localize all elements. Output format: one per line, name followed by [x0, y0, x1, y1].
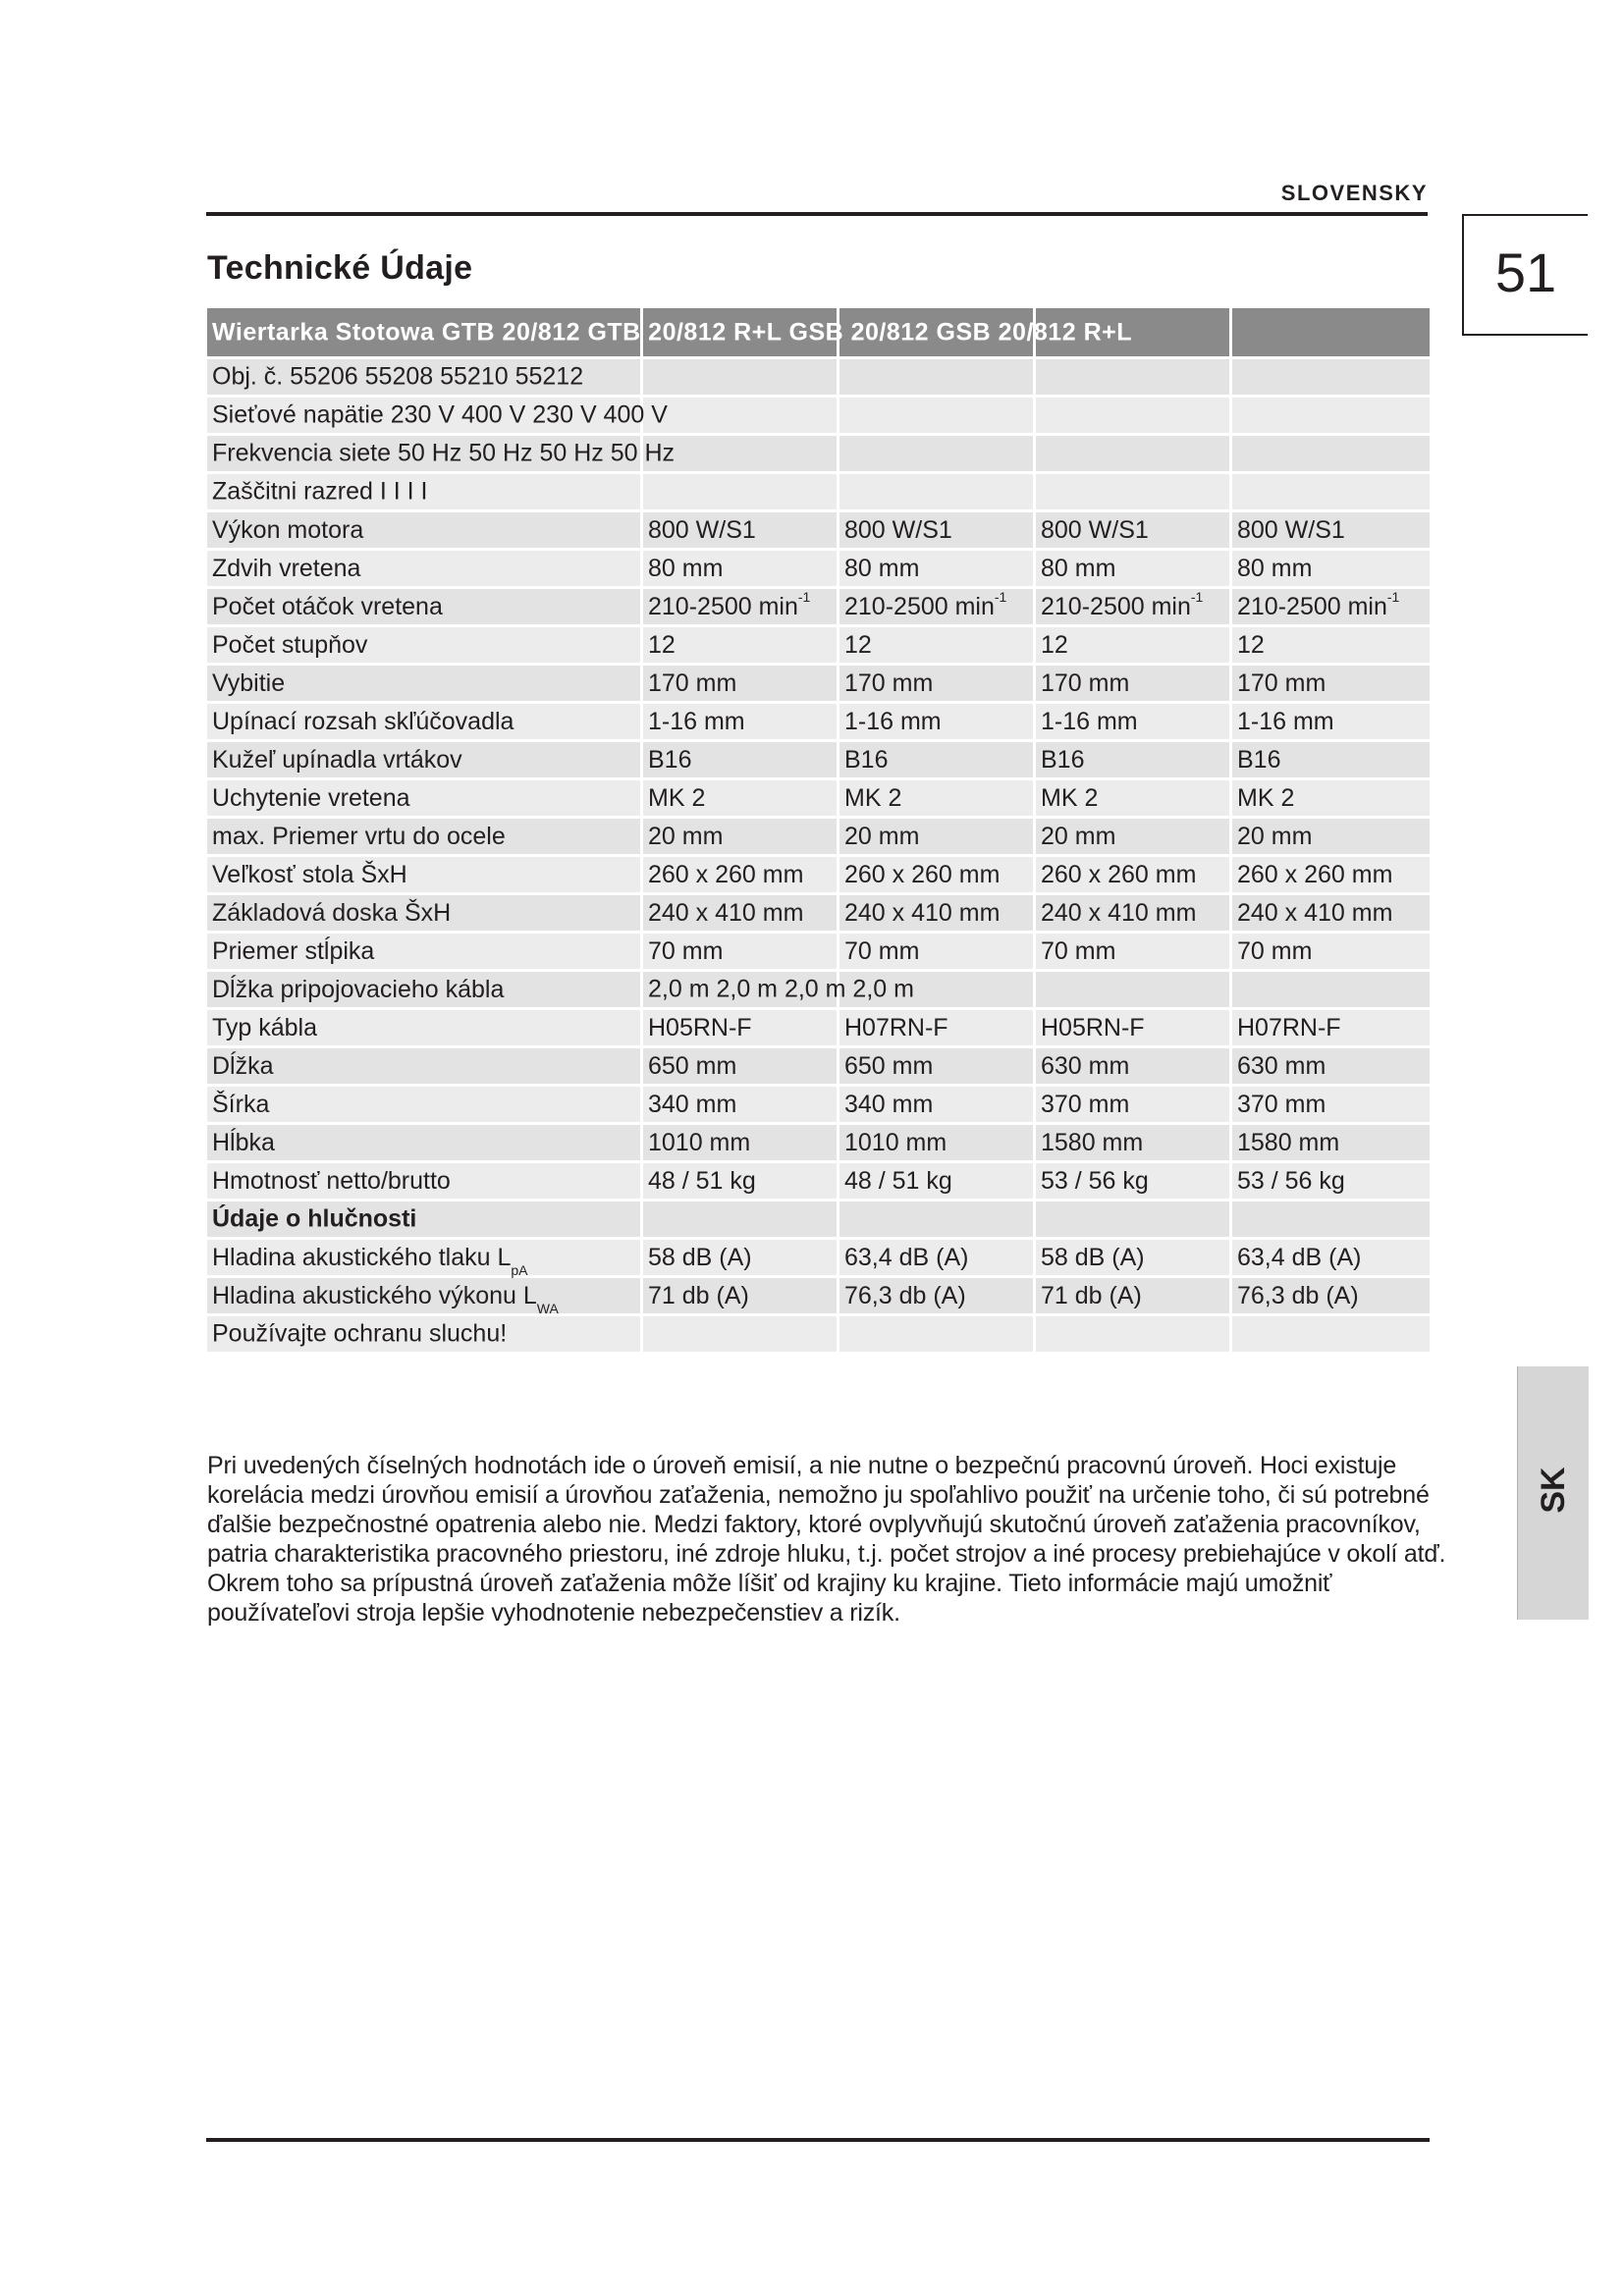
table-cell: [207, 742, 643, 780]
table-cell: [839, 742, 1036, 780]
language-label: SLOVENSKY: [1280, 181, 1428, 205]
table-cell: [643, 1048, 839, 1087]
cell-value: H05RN-F: [648, 1013, 752, 1041]
table-row: [207, 1201, 1430, 1240]
table-cell: [1232, 359, 1430, 398]
row-label: Výkon motora: [212, 515, 364, 544]
cell-value: 80 mm: [648, 554, 724, 582]
cell-value: 70 mm: [648, 936, 724, 965]
table-cell: [643, 551, 839, 589]
table-cell: [839, 666, 1036, 704]
table-cell: [207, 1201, 643, 1240]
table-cell: [643, 934, 839, 972]
table-row: [207, 780, 1430, 819]
table-cell: [1036, 589, 1232, 627]
table-cell: [1036, 1125, 1232, 1163]
cell-value: 260 x 260 mm: [648, 860, 804, 888]
noise-note: Pri uvedených číselných hodnotách ide o úroveň emisií, a nie nutne o bezpečnú pracovnú úroveň. Hoci existuje korelácia medzi úrovňou emisií a úrovňou zaťaženia, nemožno ju spoľahlivo použiť na určenie toho, či sú potrebné ďalšie bezpečnostné opatrenia alebo nie. Medzi faktory, ktoré ovplyvňujú skutočnú úroveň zaťaženia pracovníkov, patria charakteristika pracovného priestoru, iné zdroje hluku, t.j. počet strojov a iné procesy prebiehajúce v okolí atď. Okrem toho sa prípustná úroveň zaťaženia môže líšiť od krajiny ku krajine. Tieto informácie majú umožniť používateľovi stroja lepšie vyhodnotenie nebezpečenstiev a rizík.: [207, 1452, 1446, 1627]
table-cell: [207, 474, 643, 512]
table-cell: [207, 895, 643, 934]
row-label: Veľkosť stola ŠxH: [212, 860, 407, 888]
cell-value: 240 x 410 mm: [1237, 898, 1393, 927]
table-cell: [643, 819, 839, 857]
table-cell: [643, 972, 914, 1010]
table-cell: [643, 474, 839, 512]
bottom-rule: [206, 2138, 1430, 2142]
table-cell: [839, 895, 1036, 934]
table-cell: [839, 704, 1036, 742]
table-cell: [643, 1087, 839, 1125]
label-subscript: WA: [536, 1300, 559, 1316]
table-cell: [839, 359, 1036, 398]
row-label: Uchytenie vretena: [212, 783, 410, 812]
cell-value: MK 2: [844, 783, 902, 812]
section-title: Technické Údaje: [207, 249, 473, 287]
cell-value: 260 x 260 mm: [844, 860, 1001, 888]
table-row: [207, 819, 1430, 857]
cell-value: 20 mm: [648, 822, 724, 850]
table-cell: [207, 1278, 643, 1316]
table-cell: [207, 934, 643, 972]
table-cell: [1036, 1278, 1232, 1316]
row-label: Používajte ochranu sluchu!: [212, 1319, 508, 1348]
table-cell: [1232, 398, 1430, 436]
table-cell: [1232, 704, 1430, 742]
cell-value: 20 mm: [1041, 822, 1116, 850]
table-row: [207, 398, 1430, 436]
label-subscript: pA: [511, 1261, 528, 1278]
table-cell: [839, 436, 1036, 474]
table-cell: [839, 1087, 1036, 1125]
table-row: [207, 551, 1430, 589]
table-cell: [207, 1163, 643, 1201]
cell-value: 1-16 mm: [648, 707, 745, 735]
table-cell: [1036, 436, 1232, 474]
cell-value: 210-2500 min: [648, 592, 798, 620]
cell-value: 80 mm: [1041, 554, 1116, 582]
row-label: Hladina akustického tlaku L: [212, 1243, 512, 1271]
cell-value: 70 mm: [844, 936, 920, 965]
table-row: [207, 359, 1430, 398]
table-cell: [643, 359, 839, 398]
cell-value: MK 2: [648, 783, 706, 812]
table-cell: [207, 1087, 643, 1125]
table-cell: [1232, 1316, 1430, 1355]
cell-value: MK 2: [1041, 783, 1099, 812]
row-label: max. Priemer vrtu do ocele: [212, 822, 506, 850]
table-row: [207, 1240, 1430, 1278]
table-row: [207, 1125, 1430, 1163]
page-number: 51: [1494, 241, 1557, 303]
table-row: [207, 972, 1430, 1010]
table-header-text: Wiertarka Stotowa GTB 20/812 GTB 20/812 R+L GSB 20/812 GSB 20/812 R+L: [212, 318, 1132, 346]
table-cell: [1232, 1240, 1430, 1278]
table-cell: [207, 1240, 643, 1278]
cell-value: 1580 mm: [1237, 1128, 1340, 1156]
table-cell: [643, 1163, 839, 1201]
table-row: [207, 512, 1430, 551]
table-cell: [1232, 666, 1430, 704]
table-row: [207, 589, 1430, 627]
cell-value: 800 W/S1: [844, 515, 952, 544]
cell-value: 53 / 56 kg: [1041, 1166, 1149, 1195]
cell-value: B16: [844, 745, 889, 774]
cell-value: 240 x 410 mm: [1041, 898, 1197, 927]
table-cell: [643, 780, 839, 819]
table-cell: [643, 742, 839, 780]
unit-superscript: -1: [994, 588, 1007, 605]
table-cell: [643, 666, 839, 704]
cell-value: 170 mm: [648, 668, 737, 697]
row-label: Sieťové napätie 230 V 400 V 230 V 400 V: [212, 400, 668, 429]
cell-value: 76,3 db (A): [1237, 1281, 1359, 1309]
row-label: Dĺžka: [212, 1051, 274, 1080]
cell-value: 240 x 410 mm: [648, 898, 804, 927]
row-label: Počet stupňov: [212, 630, 368, 659]
table-cell: [1036, 359, 1232, 398]
table-cell: [1232, 1087, 1430, 1125]
table-row: [207, 666, 1430, 704]
cell-value: 1-16 mm: [844, 707, 942, 735]
table-cell: [839, 1163, 1036, 1201]
row-label: Počet otáčok vretena: [212, 592, 443, 620]
table-cell: [643, 895, 839, 934]
cell-value: 80 mm: [1237, 554, 1313, 582]
unit-superscript: -1: [1386, 588, 1400, 605]
table-cell: [1036, 934, 1232, 972]
cell-value: 1580 mm: [1041, 1128, 1144, 1156]
table-cell: [207, 780, 643, 819]
table-cell: [207, 819, 643, 857]
table-row: [207, 474, 1430, 512]
table-cell: [1036, 1163, 1232, 1201]
table-cell: [839, 1010, 1036, 1048]
row-label: Zdvih vretena: [212, 554, 361, 582]
cell-value: 1010 mm: [648, 1128, 751, 1156]
table-cell: [839, 1125, 1036, 1163]
cell-value: 58 dB (A): [1041, 1243, 1145, 1271]
cell-value: 58 dB (A): [648, 1243, 752, 1271]
table-cell: [1232, 780, 1430, 819]
table-cell: [1232, 436, 1430, 474]
cell-value: 80 mm: [844, 554, 920, 582]
cell-value: 340 mm: [648, 1090, 737, 1118]
table-cell: [1036, 1087, 1232, 1125]
table-cell: [1036, 1201, 1232, 1240]
cell-value: 53 / 56 kg: [1237, 1166, 1345, 1195]
table-cell: [1036, 819, 1232, 857]
table-row: [207, 934, 1430, 972]
table-cell: [643, 627, 839, 666]
cell-value: 12: [1237, 630, 1265, 659]
table-cell: [1232, 474, 1430, 512]
table-cell: [207, 359, 643, 398]
table-cell: [839, 934, 1036, 972]
table-cell: [1036, 666, 1232, 704]
cell-value: 630 mm: [1041, 1051, 1130, 1080]
table-cell: [207, 704, 643, 742]
row-label: Frekvencia siete 50 Hz 50 Hz 50 Hz 50 Hz: [212, 439, 676, 467]
cell-value: H07RN-F: [1237, 1013, 1341, 1041]
table-cell: [839, 627, 1036, 666]
spec-table: [207, 308, 1430, 1355]
cell-value: 800 W/S1: [1237, 515, 1345, 544]
table-cell: [1036, 972, 1232, 1010]
cell-value: 12: [1041, 630, 1068, 659]
table-cell: [1036, 780, 1232, 819]
table-row: [207, 895, 1430, 934]
table-cell: [1036, 398, 1232, 436]
table-cell: [839, 512, 1036, 551]
row-label: Dĺžka pripojovacieho kábla: [212, 975, 505, 1003]
cell-value: 1010 mm: [844, 1128, 947, 1156]
cell-value: 48 / 51 kg: [844, 1166, 952, 1195]
cell-value: 170 mm: [844, 668, 934, 697]
table-row: [207, 704, 1430, 742]
table-cell: [207, 398, 668, 436]
language-side-tab: [1517, 1366, 1589, 1620]
cell-value: B16: [1041, 745, 1085, 774]
cell-value: 12: [648, 630, 676, 659]
cell-value: 260 x 260 mm: [1237, 860, 1393, 888]
table-cell: [839, 551, 1036, 589]
table-cell: [643, 1201, 839, 1240]
side-tab-label: SK: [1535, 1467, 1572, 1514]
table-cell: [207, 512, 643, 551]
table-row: [207, 857, 1430, 895]
table-cell: [1232, 895, 1430, 934]
table-cell: [207, 857, 643, 895]
unit-superscript: -1: [1190, 588, 1204, 605]
table-cell: [839, 1316, 1036, 1355]
cell-value: B16: [648, 745, 692, 774]
cell-value: MK 2: [1237, 783, 1295, 812]
table-cell: [1036, 627, 1232, 666]
unit-superscript: -1: [797, 588, 811, 605]
cell-value: 170 mm: [1237, 668, 1326, 697]
cell-value: 800 W/S1: [648, 515, 756, 544]
cell-value: 63,4 dB (A): [844, 1243, 969, 1271]
cell-value: 20 mm: [844, 822, 920, 850]
row-label: Obj. č. 55206 55208 55210 55212: [212, 362, 584, 391]
top-rule: [206, 212, 1428, 216]
cell-value: 650 mm: [844, 1051, 934, 1080]
cell-value: 70 mm: [1237, 936, 1313, 965]
table-cell: [207, 1048, 643, 1087]
row-label: Hĺbka: [212, 1128, 275, 1156]
table-cell: [1036, 895, 1232, 934]
table-cell: [1036, 512, 1232, 551]
cell-value: 76,3 db (A): [844, 1281, 966, 1309]
cell-value: 210-2500 min: [1237, 592, 1387, 620]
table-cell: [1232, 1278, 1430, 1316]
table-cell: [1036, 1048, 1232, 1087]
table-cell: [1232, 819, 1430, 857]
table-cell: [1232, 589, 1430, 627]
table-cell: [643, 1278, 839, 1316]
cell-value: 800 W/S1: [1041, 515, 1149, 544]
table-cell: [839, 1240, 1036, 1278]
table-cell: [839, 589, 1036, 627]
table-cell: [1232, 857, 1430, 895]
cell-value: 20 mm: [1237, 822, 1313, 850]
table-row: [207, 436, 1430, 474]
table-cell: [643, 857, 839, 895]
cell-value: 71 db (A): [1041, 1281, 1142, 1309]
cell-value: 1-16 mm: [1237, 707, 1334, 735]
table-cell: [839, 1201, 1036, 1240]
table-cell: [1036, 1316, 1232, 1355]
table-cell: [1232, 742, 1430, 780]
cell-value: 170 mm: [1041, 668, 1130, 697]
table-cell: [839, 1048, 1036, 1087]
row-label: Hladina akustického výkonu L: [212, 1281, 537, 1309]
table-row: [207, 627, 1430, 666]
table-header-cell: [1232, 308, 1430, 359]
table-cell: [643, 398, 839, 436]
cell-value: 370 mm: [1041, 1090, 1130, 1118]
table-cell: [207, 1125, 643, 1163]
table-cell: [1232, 551, 1430, 589]
table-row: [207, 1010, 1430, 1048]
table-cell: [1036, 704, 1232, 742]
cell-value: 48 / 51 kg: [648, 1166, 756, 1195]
table-cell: [1036, 742, 1232, 780]
table-cell: [1232, 1201, 1430, 1240]
table-header-row: [207, 308, 1430, 359]
table-cell: [1232, 1125, 1430, 1163]
table-cell: [839, 1278, 1036, 1316]
row-label: Údaje o hlučnosti: [212, 1204, 417, 1233]
table-cell: [839, 819, 1036, 857]
table-cell: [207, 589, 643, 627]
table-cell: [1232, 1163, 1430, 1201]
cell-value: 370 mm: [1237, 1090, 1326, 1118]
table-cell: [643, 704, 839, 742]
cell-value: B16: [1237, 745, 1281, 774]
row-label: Základová doska ŠxH: [212, 898, 452, 927]
cell-value: 63,4 dB (A): [1237, 1243, 1362, 1271]
table-cell: [1232, 972, 1430, 1010]
table-cell: [207, 666, 643, 704]
table-cell: [1232, 627, 1430, 666]
row-label: Zaščitni razred I I I I: [212, 477, 428, 506]
cell-value: 630 mm: [1237, 1051, 1326, 1080]
table-cell: [1036, 857, 1232, 895]
row-label: Vybitie: [212, 668, 286, 697]
row-label: Priemer stĺpika: [212, 936, 375, 965]
table-cell: [207, 436, 676, 474]
table-cell: [1036, 474, 1232, 512]
table-cell: [207, 551, 643, 589]
table-row: [207, 1316, 1430, 1355]
cell-value: 12: [844, 630, 872, 659]
table-cell: [1232, 1010, 1430, 1048]
table-row: [207, 1048, 1430, 1087]
table-cell: [1232, 934, 1430, 972]
row-label: Hmotnosť netto/brutto: [212, 1166, 451, 1195]
cell-value: 650 mm: [648, 1051, 737, 1080]
table-cell: [1232, 512, 1430, 551]
page-number-box: [1462, 214, 1588, 336]
cell-value: 210-2500 min: [1041, 592, 1191, 620]
table-cell: [839, 398, 1036, 436]
table-cell: [207, 1010, 643, 1048]
cell-value: 70 mm: [1041, 936, 1116, 965]
row-label: Typ kábla: [212, 1013, 318, 1041]
table-cell: [839, 857, 1036, 895]
table-row: [207, 1163, 1430, 1201]
table-cell: [839, 474, 1036, 512]
cell-value: 71 db (A): [648, 1281, 749, 1309]
table-cell: [643, 1010, 839, 1048]
table-cell: [1232, 1048, 1430, 1087]
table-cell: [643, 1316, 839, 1355]
row-label: Kužeľ upínadla vrtákov: [212, 745, 462, 774]
cell-value: H07RN-F: [844, 1013, 948, 1041]
cell-value: 1-16 mm: [1041, 707, 1138, 735]
row-label: Upínací rozsah skľúčovadla: [212, 707, 514, 735]
table-cell: [207, 1316, 643, 1355]
table-row: [207, 1278, 1430, 1316]
cell-value: 2,0 m 2,0 m 2,0 m 2,0 m: [648, 975, 914, 1003]
table-cell: [643, 1240, 839, 1278]
table-header-cell: [207, 308, 1132, 359]
table-row: [207, 742, 1430, 780]
table-row: [207, 1087, 1430, 1125]
table-cell: [1036, 1010, 1232, 1048]
cell-value: H05RN-F: [1041, 1013, 1145, 1041]
cell-value: 340 mm: [844, 1090, 934, 1118]
row-label: Šírka: [212, 1090, 270, 1118]
table-cell: [207, 627, 643, 666]
table-cell: [839, 780, 1036, 819]
cell-value: 240 x 410 mm: [844, 898, 1001, 927]
table-cell: [207, 972, 643, 1010]
cell-value: 260 x 260 mm: [1041, 860, 1197, 888]
table-cell: [1036, 1240, 1232, 1278]
cell-value: 210-2500 min: [844, 592, 995, 620]
table-cell: [643, 512, 839, 551]
table-cell: [1036, 551, 1232, 589]
table-cell: [643, 589, 839, 627]
table-cell: [643, 1125, 839, 1163]
